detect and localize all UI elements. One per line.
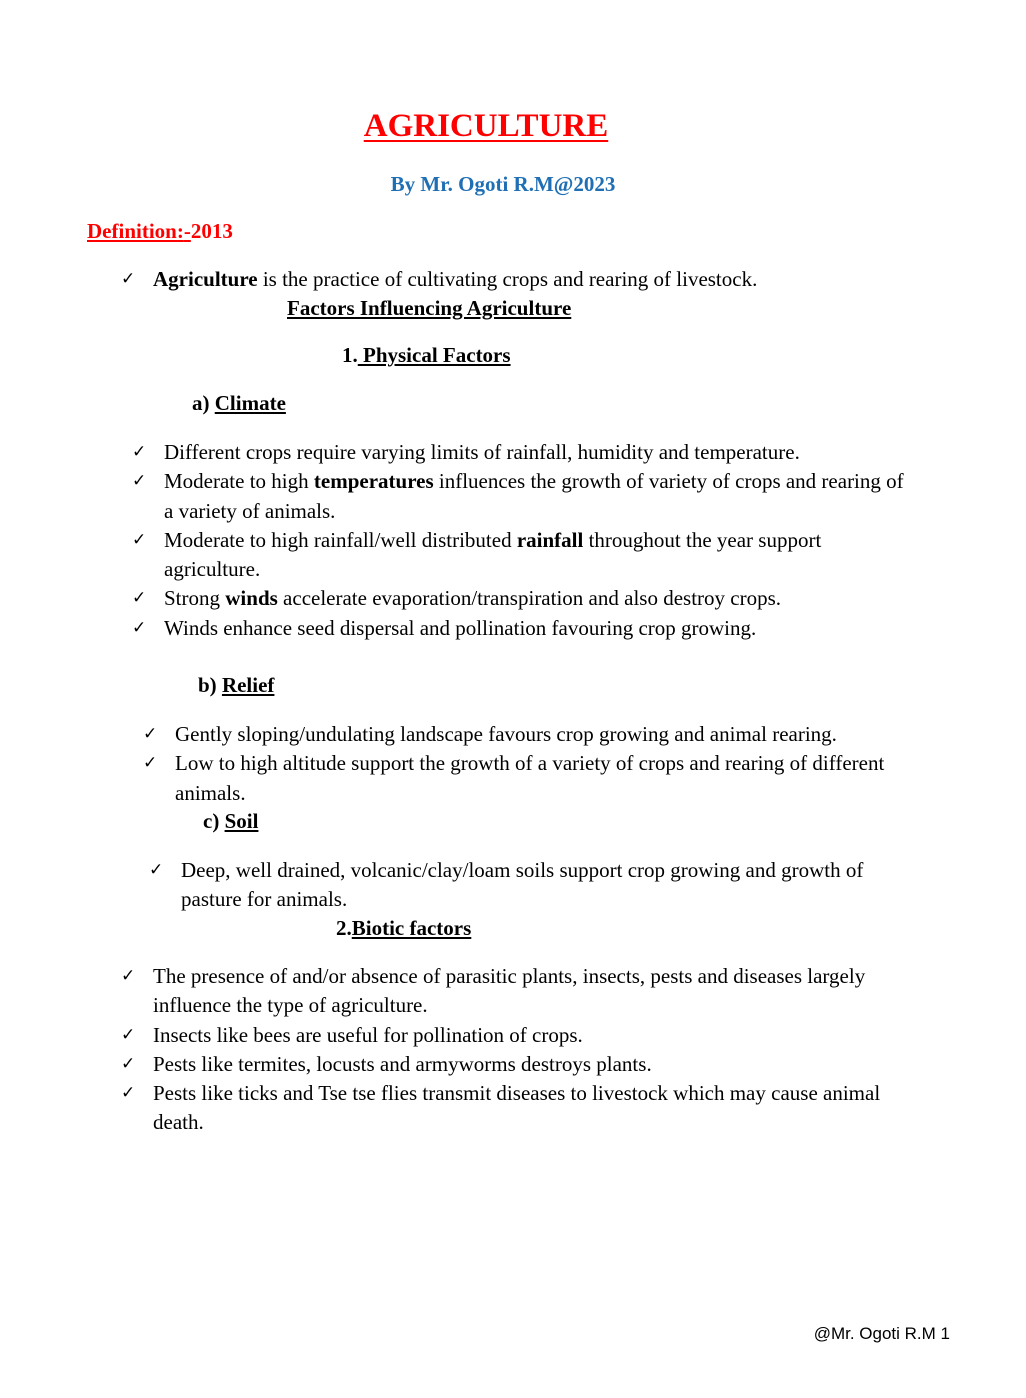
- list-item: [143, 749, 885, 808]
- climate-bullet-4-bold: winds: [225, 586, 278, 611]
- list-item: [132, 467, 904, 526]
- climate-bullet-4-text-end: accelerate evaporation/transpiration and also destroy crops.: [277, 586, 782, 611]
- section-2-heading: [336, 916, 471, 941]
- section-2-number: 2.: [336, 916, 352, 940]
- climate-bullet-2-bold: temperatures: [313, 469, 434, 494]
- soil-bullet-1: Deep, well drained, volcanic/clay/loam soils support crop growing and growth of: [181, 858, 864, 882]
- biotic-bullet-4: Pests like ticks and Tse tse flies transmit diseases to livestock which may cause animal: [153, 1081, 881, 1106]
- list-item: [149, 856, 864, 915]
- definition-label: Definition:: [87, 219, 184, 243]
- relief-bullet-1: Gently sloping/undulating landscape favours crop growing and animal rearing.: [175, 722, 837, 746]
- soil-prefix: c): [203, 809, 225, 833]
- biotic-bullet-1: The presence of and/or absence of parasitic plants, insects, pests and diseases largely: [153, 964, 866, 988]
- climate-bullet-5: Winds enhance seed dispersal and pollination favouring crop growing.: [164, 615, 757, 640]
- check-icon: ✓: [149, 860, 164, 880]
- list-item: [132, 438, 904, 467]
- biotic-bullet-1-continuation: influence the type of agriculture.: [153, 993, 428, 1018]
- climate-label: Climate: [214, 391, 286, 415]
- climate-bullet-3-bold: rainfall: [516, 527, 584, 552]
- check-icon: ✓: [132, 529, 147, 550]
- relief-heading: [198, 673, 274, 698]
- list-item: [121, 265, 758, 294]
- soil-list: [149, 856, 864, 915]
- list-item: [121, 1079, 881, 1138]
- check-icon: ✓: [143, 724, 158, 744]
- biotic-list: [121, 962, 881, 1138]
- relief-prefix: b): [198, 673, 222, 697]
- check-icon: ✓: [132, 617, 147, 638]
- climate-bullet-1: Different crops require varying limits of rainfall, humidity and temperature.: [164, 440, 800, 464]
- check-icon: ✓: [132, 442, 147, 462]
- list-item: [121, 962, 880, 1021]
- climate-bullet-3-continuation: agriculture.: [164, 557, 261, 582]
- list-item: [143, 720, 884, 749]
- section-1-heading: [342, 343, 511, 368]
- climate-bullet-4-text: Strong: [164, 586, 226, 611]
- climate-heading: [192, 391, 286, 416]
- soil-bullet-1-continuation: pasture for animals.: [181, 887, 348, 912]
- page-footer: @Mr. Ogoti R.M 1: [813, 1324, 950, 1343]
- list-item: [132, 526, 904, 585]
- relief-list: [143, 720, 885, 808]
- page-title: AGRICULTURE: [363, 108, 609, 144]
- climate-prefix: a): [192, 391, 215, 415]
- main-heading-label: Factors Influencing Agriculture: [287, 296, 572, 320]
- biotic-bullet-2: Insects like bees are useful for pollination of crops.: [153, 1022, 583, 1047]
- main-heading: [287, 296, 571, 321]
- list-item: [121, 1021, 880, 1050]
- biotic-bullet-3: Pests like termites, locusts and armyworms destroys plants.: [153, 1051, 652, 1076]
- climate-bullet-3-text: Moderate to high rainfall/well distributed: [164, 527, 517, 552]
- climate-list: [132, 438, 904, 643]
- section-2-label: Biotic factors: [351, 916, 472, 940]
- climate-bullet-2-text-end: influences the growth of variety of crops and rearing of: [433, 469, 904, 494]
- climate-bullet-2-text: Moderate to high: [164, 469, 314, 494]
- list-item: [121, 1050, 880, 1079]
- definition-heading: [87, 219, 233, 244]
- check-icon: ✓: [121, 1024, 136, 1045]
- check-icon: ✓: [121, 1083, 136, 1104]
- climate-bullet-3-text-end: throughout the year support: [583, 527, 822, 552]
- intro-term: Agriculture: [153, 267, 258, 291]
- check-icon: ✓: [121, 269, 136, 289]
- relief-bullet-2-continuation: animals.: [175, 780, 246, 805]
- check-icon: ✓: [132, 588, 147, 609]
- check-icon: ✓: [143, 753, 158, 774]
- section-1-number: 1.: [342, 343, 358, 367]
- author-line: By Mr. Ogoti R.M@2023: [390, 172, 616, 196]
- check-icon: ✓: [132, 471, 147, 492]
- check-icon: ✓: [121, 966, 136, 986]
- definition-year: 2013: [190, 219, 233, 243]
- relief-label: Relief: [221, 673, 275, 697]
- soil-heading: [203, 809, 258, 834]
- biotic-bullet-4-continuation: death.: [153, 1110, 204, 1135]
- intro-text: is the practice of cultivating crops and rearing of livestock.: [257, 267, 758, 291]
- climate-bullet-2-continuation: a variety of animals.: [164, 498, 336, 523]
- intro-list: [121, 265, 758, 294]
- list-item: [132, 584, 904, 613]
- relief-bullet-2: Low to high altitude support the growth of a variety of crops and rearing of different: [175, 751, 885, 776]
- list-item: [132, 614, 904, 643]
- definition-dash: -: [183, 219, 191, 243]
- section-1-label: Physical Factors: [357, 343, 511, 367]
- soil-label: Soil: [224, 809, 259, 833]
- check-icon: ✓: [121, 1053, 136, 1074]
